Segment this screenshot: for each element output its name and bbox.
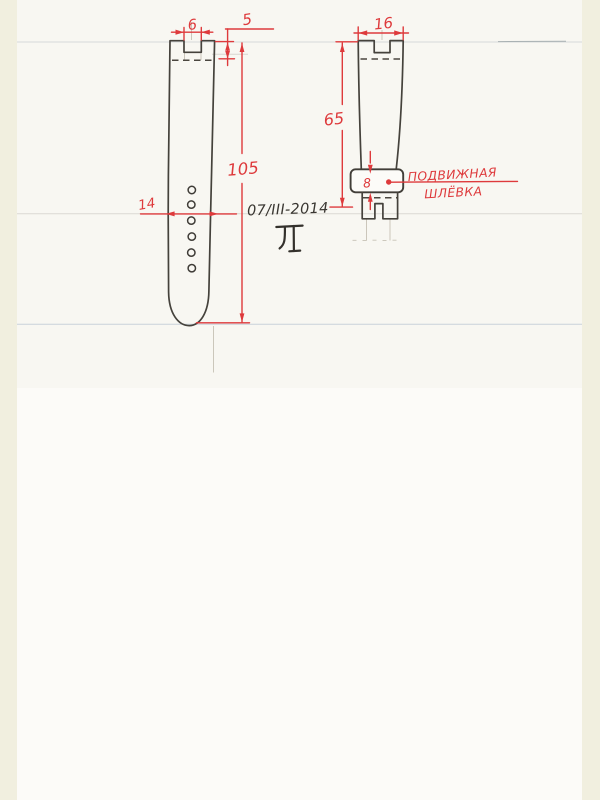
paper-shading-band bbox=[17, 0, 582, 388]
keeper-outline bbox=[351, 169, 404, 192]
margin-strip-left bbox=[0, 0, 17, 800]
date-label: 07/III-2014 bbox=[246, 200, 329, 220]
keeper-label-line2: ШЛЁВКА bbox=[423, 184, 483, 202]
dim-keeper-height-label: 8 bbox=[362, 175, 372, 191]
keeper-label-line1: ПОДВИЖНАЯ bbox=[407, 165, 498, 185]
dim-notch-width-label: 6 bbox=[186, 17, 198, 34]
dim-short-strap-length-label: 65 bbox=[322, 108, 346, 130]
dim-strap-width-label: 14 bbox=[136, 195, 157, 214]
dim-notch-depth-label: 5 bbox=[241, 9, 254, 30]
dim-strap-length-label: 105 bbox=[226, 158, 260, 180]
dim-short-strap-width-label: 16 bbox=[373, 13, 394, 34]
margin-strip-right bbox=[582, 0, 600, 800]
